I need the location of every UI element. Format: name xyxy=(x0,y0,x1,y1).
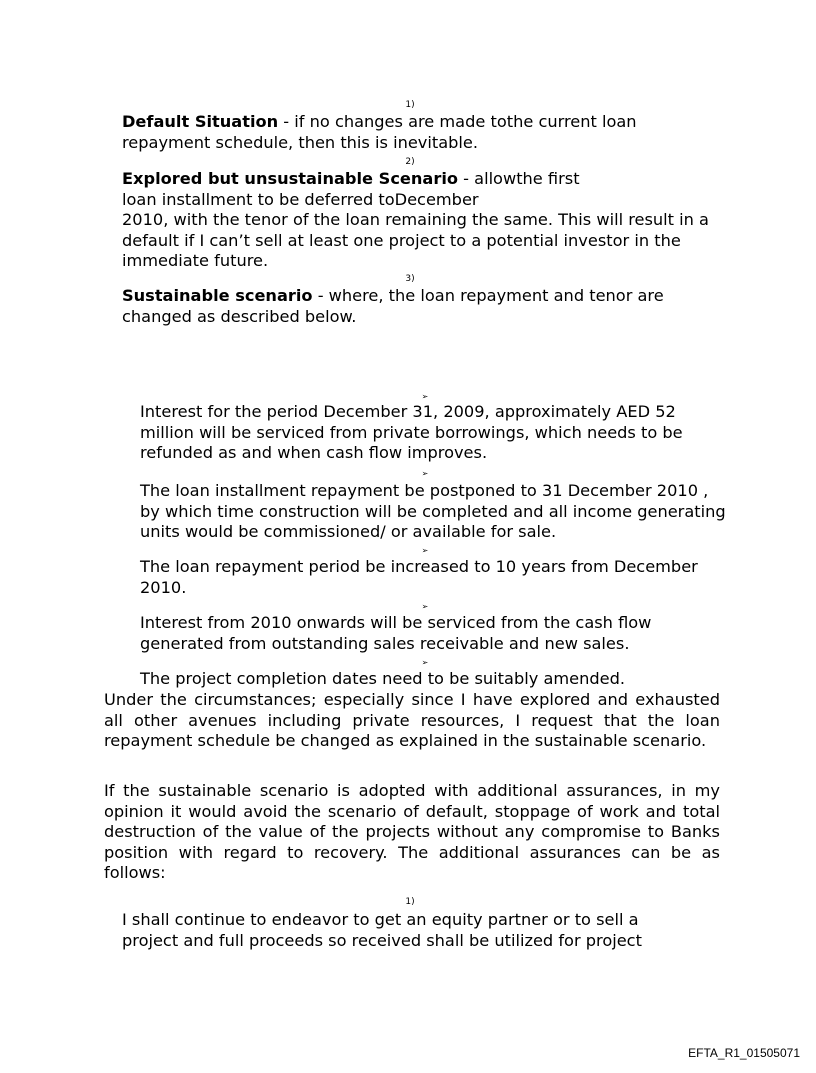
assurance-item-1: I shall continue to endeavor to get an equity partner or to sell a project and full proceeds so received shall be utilized for project xyxy=(122,910,642,950)
item-default-situation xyxy=(122,112,682,153)
item-heading-1: Default Situation xyxy=(122,112,279,131)
item-2-continuation-line: loan installment to be deferred toDecember xyxy=(122,189,479,209)
bullet-item-2: The loan installment repayment be postponed to 31 December 2010 , by which time construction will be completed and all income generating units would be commissioned/ or available for sale. xyxy=(140,481,726,542)
bullet-arrow-icon: ➢ xyxy=(421,469,429,478)
assurance-marker-1: 1) xyxy=(405,897,415,907)
item-marker-2: 2) xyxy=(405,157,415,167)
paragraph-assurances: If the sustainable scenario is adopted with additional assurances, in my opinion it would avoid the scenario of default, stoppage of work and total destruction of the value of the projects without any compromise to Banks position with regard to recovery. The additional assurances can be as follows: xyxy=(104,781,720,883)
item-explored-scenario xyxy=(122,169,722,272)
item-text-2: - allowthe first xyxy=(458,169,580,188)
paragraph-circumstances: Under the circumstances; especially since I have explored and exhausted all other avenues including private resources, I request that the loan repayment schedule be changed as explained in the sustainable scenario. xyxy=(104,690,720,751)
item-text-3: - where, the loan repayment and tenor are changed as described below. xyxy=(122,286,664,326)
item-sustainable-scenario xyxy=(122,286,702,327)
bullet-item-3: The loan repayment period be increased to 10 years from December 2010. xyxy=(140,557,698,597)
bullet-arrow-icon: ➢ xyxy=(421,546,429,555)
item-text-1: - if no changes are made tothe current loan repayment schedule, then this is inevitable. xyxy=(122,112,637,152)
item-marker-1: 1) xyxy=(405,100,415,110)
item-heading-2: Explored but unsustainable Scenario xyxy=(122,169,459,188)
bullet-item-4: Interest from 2010 onwards will be serviced from the cash flow generated from outstanding sales receivable and new sales. xyxy=(140,613,652,653)
document-id-footer: EFTA_R1_01505071 xyxy=(688,1046,800,1060)
bullet-item-1: Interest for the period December 31, 2009, approximately AED 52 million will be serviced from private borrowings, which needs to be refunded as and when cash flow improves. xyxy=(140,402,683,463)
item-marker-3: 3) xyxy=(405,274,415,284)
bullet-item-5: The project completion dates need to be suitably amended. xyxy=(140,669,626,688)
bullet-arrow-icon: ➢ xyxy=(421,658,429,667)
item-2-continuation-rest: 2010, with the tenor of the loan remaining the same. This will result in a default if I can’t sell at least one project to a potential investor in the immediate future. xyxy=(122,210,709,271)
item-heading-3: Sustainable scenario xyxy=(122,286,313,305)
bullet-arrow-icon: ➢ xyxy=(421,602,429,611)
bullet-arrow-icon: ➢ xyxy=(421,392,429,401)
